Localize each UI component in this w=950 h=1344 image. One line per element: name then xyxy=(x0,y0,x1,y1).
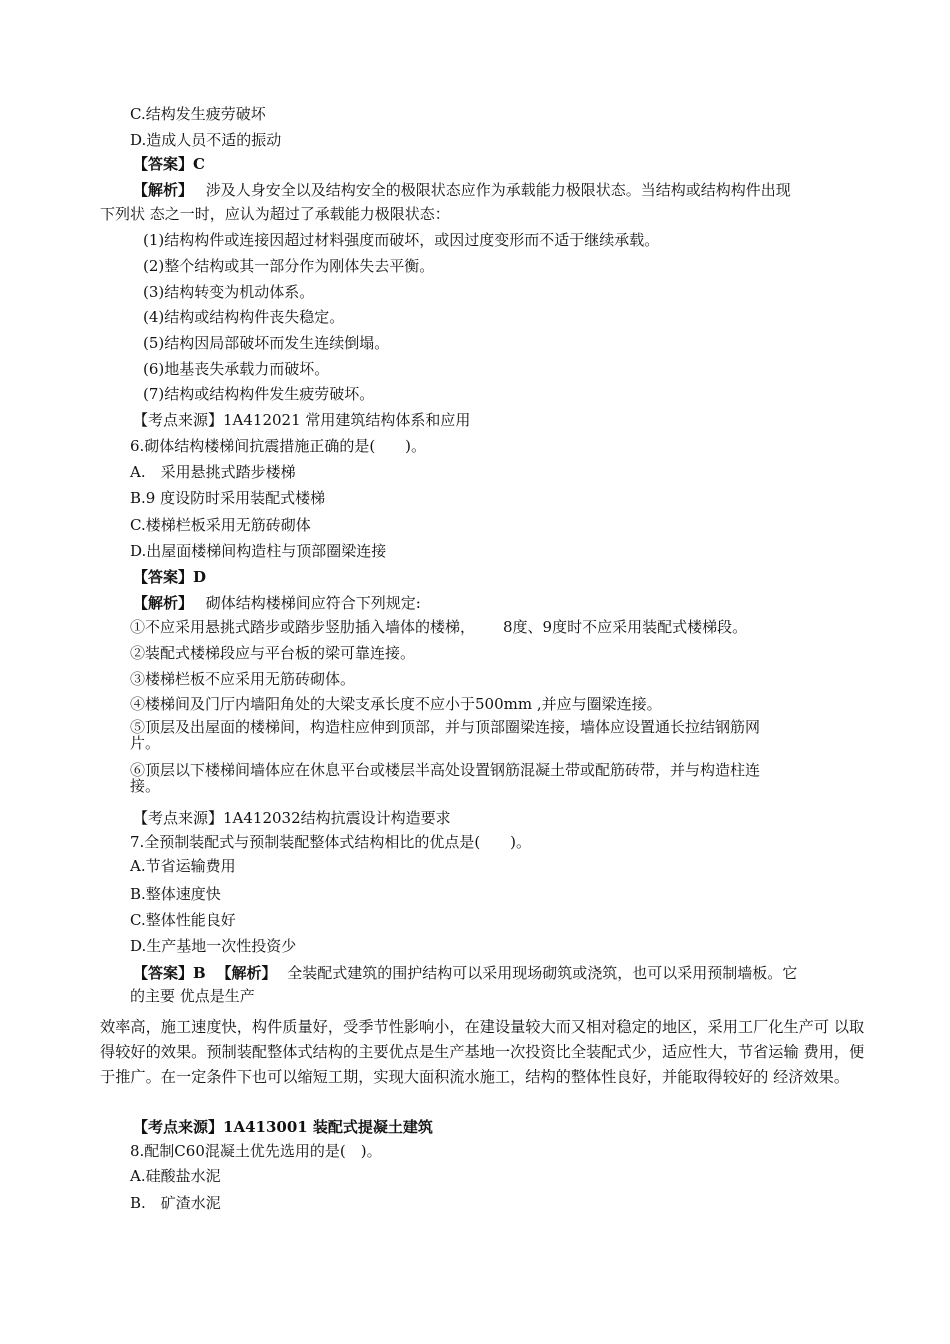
q7-answer-value: B xyxy=(193,964,206,982)
q6-analysis xyxy=(133,593,421,613)
q7-answer-label: 【答案】 xyxy=(133,964,194,982)
q6-answer-label: 【答案】 xyxy=(133,568,194,586)
q6-rule-6b: 接。 xyxy=(130,777,161,795)
q7-question: 7.全预制装配式与预制装配整体式结构相比的优点是( )。 xyxy=(130,833,532,851)
q7-source: 【考点来源】1A413001 装配式提凝土建筑 xyxy=(133,1118,433,1136)
q6-rule-2: ②装配式楼梯段应与平台板的梁可靠连接。 xyxy=(130,644,416,662)
q8-option-a: A.硅酸盐水泥 xyxy=(130,1167,221,1185)
q8-question: 8.配制C60混凝土优先选用的是( )。 xyxy=(130,1142,382,1160)
q6-rule-5b: 片。 xyxy=(130,734,161,752)
q8-option-b: B. 矿渣水泥 xyxy=(130,1194,221,1212)
q7-analysis-paragraph: 效率高，施工速度快，构件质量好，受季节性影响小，在建设量较大而又相对稳定的地区，采用工厂化生产可 以取得较好的效果。预制装配整体式结构的主要优点是生产基地一次投资比全装配式少，适应性大，节省运输 费用，便于推广。在一定条件下也可以缩短工期，实现大面积流水施工，结构的整体性良好，并能取得较好的 经济效果。 xyxy=(100,1018,865,1086)
q6-rule-3: ③楼梯栏板不应采用无筋砖砌体。 xyxy=(130,670,356,688)
q7-analysis-line1: 全装配式建筑的围护结构可以采用现场砌筑或浇筑，也可以采用预制墙板。它 xyxy=(287,964,798,982)
q5-analysis-line2: 下列状 态之一时，应认为超过了承载能力极限状态： xyxy=(100,205,450,223)
q7-option-d: D.生产基地一次性投资少 xyxy=(130,937,297,955)
q6-analysis-label: 【解析】 xyxy=(133,594,194,612)
q6-question: 6.砌体结构楼梯间抗震措施正确的是( )。 xyxy=(130,437,427,455)
q5-point-1: (1)结构构件或连接因超过材料强度而破坏，或因过度变形而不适于继续承载。 xyxy=(143,231,660,249)
q7-analysis-label: 【解析】 xyxy=(216,964,277,982)
q5-answer-label: 【答案】 xyxy=(133,155,194,173)
q7-answer-analysis xyxy=(133,963,797,983)
q6-rule-1 xyxy=(130,617,747,637)
q5-point-7: (7)结构或结构构件发生疲劳破坏。 xyxy=(143,385,375,403)
q6-answer xyxy=(133,567,206,587)
q5-point-2: (2)整个结构或其一部分作为刚体失去平衡。 xyxy=(143,257,435,275)
q6-option-b: B.9 度设防时采用装配式楼梯 xyxy=(130,489,326,507)
q6-option-a: A. 采用悬挑式踏步楼梯 xyxy=(130,463,296,481)
q6-option-c: C.楼梯栏板采用无筋砖砌体 xyxy=(130,516,311,534)
q6-rule-4: ④楼梯间及门厅内墙阳角处的大梁支承长度不应小于500mm ,并应与圈梁连接。 xyxy=(130,695,662,713)
q5-option-c: C.结构发生疲劳破坏 xyxy=(130,105,266,123)
q5-point-5: (5)结构因局部破坏而发生连续倒塌。 xyxy=(143,334,390,352)
q6-option-d: D.出屋面楼梯间构造柱与顶部圈梁连接 xyxy=(130,542,387,560)
q5-analysis-line1: 涉及人身安全以及结构安全的极限状态应作为承载能力极限状态。当结构或结构构件出现 xyxy=(205,181,791,199)
q5-analysis-label: 【解析】 xyxy=(133,181,194,199)
q6-analysis-text: 砌体结构楼梯间应符合下列规定: xyxy=(205,594,421,612)
q6-rule-6a: ⑥顶层以下楼梯间墙体应在休息平台或楼层半高处设置钢筋混凝土带或配筋砖带，并与构造柱连 xyxy=(130,761,761,779)
q5-answer xyxy=(133,154,205,174)
q6-rule-1a: ①不应采用悬挑式踏步或踏步竖肋插入墙体的楼梯， xyxy=(130,618,476,636)
q5-point-6: (6)地基丧失承载力而破坏。 xyxy=(143,360,330,378)
q5-analysis xyxy=(133,180,791,200)
q6-answer-value: D xyxy=(193,568,207,586)
q7-option-b: B.整体速度快 xyxy=(130,885,221,903)
q5-answer-value: C xyxy=(193,155,205,173)
q5-option-d: D.造成人员不适的振动 xyxy=(130,131,282,149)
q7-option-c: C.整体性能良好 xyxy=(130,911,236,929)
q7-option-a: A.节省运输费用 xyxy=(130,857,236,875)
q6-source: 【考点来源】1A412032结构抗震设计构造要求 xyxy=(133,809,451,827)
q5-point-4: (4)结构或结构构件丧失稳定。 xyxy=(143,308,345,326)
q6-rule-5a: ⑤顶层及出屋面的楼梯间，构造柱应伸到顶部，并与顶部圈梁连接，墙体应设置通长拉结钢筋网 xyxy=(130,718,761,736)
q6-rule-1b: 8度、9度时不应采用装配式楼梯段。 xyxy=(503,618,748,636)
q5-point-3: (3)结构转变为机动体系。 xyxy=(143,283,315,301)
q5-source: 【考点来源】1A412021 常用建筑结构体系和应用 xyxy=(133,411,471,429)
q7-analysis-line2: 的主要 优点是生产 xyxy=(130,987,255,1005)
